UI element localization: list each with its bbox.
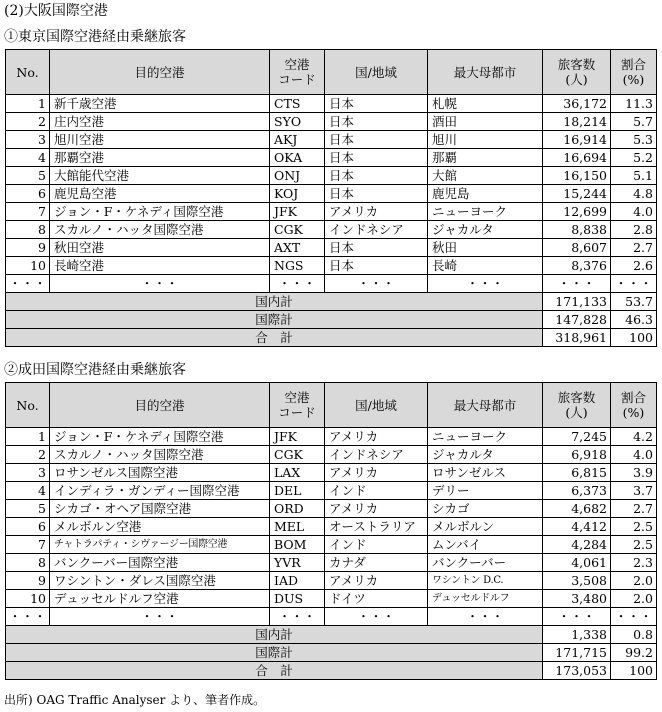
row-passengers: 3,480 xyxy=(543,590,611,608)
total-row xyxy=(6,662,657,680)
total-label: 国内計 xyxy=(6,293,543,311)
header-no: No. xyxy=(6,50,50,95)
total-share: 53.7 xyxy=(611,293,657,311)
row-code: ONJ xyxy=(270,167,325,185)
row-passengers: 6,918 xyxy=(543,446,611,464)
header-passengers-line1: 旅客数 xyxy=(557,390,596,405)
row-city: シカゴ xyxy=(428,500,543,518)
header-city: 最大母都市 xyxy=(428,383,543,428)
row-destination: 大館能代空港 xyxy=(50,167,270,185)
row-code: ORD xyxy=(270,500,325,518)
row-country: インド xyxy=(325,536,428,554)
header-passengers-line2: (人) xyxy=(565,72,588,87)
row-code: KOJ xyxy=(270,185,325,203)
row-destination: 旭川空港 xyxy=(50,131,270,149)
header-share-line2: (%) xyxy=(622,72,645,87)
row-no: 8 xyxy=(6,221,50,239)
ellipsis-cell: ・・・ xyxy=(428,608,543,626)
row-city: 秋田 xyxy=(428,239,543,257)
header-passengers xyxy=(543,50,611,95)
ellipsis-cell: ・・・ xyxy=(428,275,543,293)
row-code: LAX xyxy=(270,464,325,482)
row-destination: 鹿児島空港 xyxy=(50,185,270,203)
table-row xyxy=(6,131,657,149)
table-row xyxy=(6,500,657,518)
table2 xyxy=(5,382,657,680)
row-country: カナダ xyxy=(325,554,428,572)
header-country: 国/地域 xyxy=(325,50,428,95)
total-label: 合 計 xyxy=(6,662,543,680)
row-destination: ジョン・F・ケネディ国際空港 xyxy=(50,428,270,446)
table-row xyxy=(6,221,657,239)
row-no: 9 xyxy=(6,239,50,257)
row-share: 2.8 xyxy=(611,221,657,239)
table2-header-row xyxy=(6,383,657,428)
row-destination: ジョン・F・ケネディ国際空港 xyxy=(50,203,270,221)
row-country: 日本 xyxy=(325,257,428,275)
total-share: 0.8 xyxy=(611,626,657,644)
row-passengers: 4,682 xyxy=(543,500,611,518)
row-no: 6 xyxy=(6,518,50,536)
row-code: JFK xyxy=(270,203,325,221)
row-destination: 長崎空港 xyxy=(50,257,270,275)
row-no: 5 xyxy=(6,167,50,185)
row-share: 5.2 xyxy=(611,149,657,167)
header-share-line2: (%) xyxy=(622,405,645,420)
row-city: ワシントン D.C. xyxy=(428,572,543,590)
table-row xyxy=(6,257,657,275)
row-no: 3 xyxy=(6,464,50,482)
row-no: 9 xyxy=(6,572,50,590)
header-share xyxy=(611,383,657,428)
ellipsis-row xyxy=(6,275,657,293)
row-city: ロサンゼルス xyxy=(428,464,543,482)
row-passengers: 36,172 xyxy=(543,95,611,113)
row-share: 2.6 xyxy=(611,257,657,275)
total-label: 国際計 xyxy=(6,311,543,329)
table-row xyxy=(6,554,657,572)
row-share: 5.3 xyxy=(611,131,657,149)
row-no: 3 xyxy=(6,131,50,149)
total-row xyxy=(6,311,657,329)
row-country: インドネシア xyxy=(325,446,428,464)
row-country: インド xyxy=(325,482,428,500)
row-city: 長崎 xyxy=(428,257,543,275)
total-label: 合 計 xyxy=(6,329,543,347)
row-no: 5 xyxy=(6,500,50,518)
row-destination: メルボルン空港 xyxy=(50,518,270,536)
row-city: ジャカルタ xyxy=(428,446,543,464)
header-code xyxy=(270,50,325,95)
table-row xyxy=(6,95,657,113)
row-code: AKJ xyxy=(270,131,325,149)
total-row xyxy=(6,293,657,311)
table-row xyxy=(6,518,657,536)
row-passengers: 15,244 xyxy=(543,185,611,203)
row-code: SYO xyxy=(270,113,325,131)
row-passengers: 12,699 xyxy=(543,203,611,221)
row-passengers: 16,694 xyxy=(543,149,611,167)
total-row xyxy=(6,329,657,347)
total-share: 99.2 xyxy=(611,644,657,662)
row-passengers: 16,914 xyxy=(543,131,611,149)
row-passengers: 6,373 xyxy=(543,482,611,500)
row-passengers: 8,607 xyxy=(543,239,611,257)
row-code: NGS xyxy=(270,257,325,275)
row-destination: 那覇空港 xyxy=(50,149,270,167)
header-code-line2: コード xyxy=(278,405,316,420)
row-share: 2.3 xyxy=(611,554,657,572)
ellipsis-cell: ・・・ xyxy=(325,608,428,626)
table-row xyxy=(6,536,657,554)
row-city: 那覇 xyxy=(428,149,543,167)
ellipsis-cell: ・・・ xyxy=(270,608,325,626)
table-row xyxy=(6,482,657,500)
ellipsis-cell: ・・・ xyxy=(325,275,428,293)
row-code: DUS xyxy=(270,590,325,608)
row-country: 日本 xyxy=(325,149,428,167)
row-no: 4 xyxy=(6,482,50,500)
row-passengers: 4,412 xyxy=(543,518,611,536)
row-code: CGK xyxy=(270,221,325,239)
header-no: No. xyxy=(6,383,50,428)
row-code: BOM xyxy=(270,536,325,554)
total-passengers: 147,828 xyxy=(543,311,611,329)
row-share: 2.5 xyxy=(611,518,657,536)
row-destination: ロサンゼルス国際空港 xyxy=(50,464,270,482)
row-city: ジャカルタ xyxy=(428,221,543,239)
row-city: 鹿児島 xyxy=(428,185,543,203)
header-country: 国/地域 xyxy=(325,383,428,428)
row-destination: ワシントン・ダレス国際空港 xyxy=(50,572,270,590)
ellipsis-cell: ・・・ xyxy=(611,275,657,293)
row-code: JFK xyxy=(270,428,325,446)
total-share: 100 xyxy=(611,329,657,347)
row-code: IAD xyxy=(270,572,325,590)
row-share: 2.7 xyxy=(611,500,657,518)
row-city: バンクーバー xyxy=(428,554,543,572)
table1-header-row xyxy=(6,50,657,95)
row-share: 2.5 xyxy=(611,536,657,554)
header-destination: 目的空港 xyxy=(50,50,270,95)
total-row xyxy=(6,626,657,644)
header-city: 最大母都市 xyxy=(428,50,543,95)
table-row xyxy=(6,185,657,203)
row-passengers: 8,376 xyxy=(543,257,611,275)
table-row xyxy=(6,113,657,131)
ellipsis-cell: ・・・ xyxy=(611,608,657,626)
row-country: 日本 xyxy=(325,131,428,149)
header-passengers xyxy=(543,383,611,428)
row-country: アメリカ xyxy=(325,428,428,446)
row-no: 2 xyxy=(6,446,50,464)
row-destination: 庄内空港 xyxy=(50,113,270,131)
row-country: 日本 xyxy=(325,167,428,185)
header-code xyxy=(270,383,325,428)
row-no: 10 xyxy=(6,590,50,608)
total-passengers: 1,338 xyxy=(543,626,611,644)
row-passengers: 4,284 xyxy=(543,536,611,554)
row-country: アメリカ xyxy=(325,203,428,221)
total-passengers: 171,133 xyxy=(543,293,611,311)
total-row xyxy=(6,644,657,662)
header-passengers-line2: (人) xyxy=(565,405,588,420)
ellipsis-cell: ・・・ xyxy=(543,608,611,626)
total-passengers: 318,961 xyxy=(543,329,611,347)
row-no: 2 xyxy=(6,113,50,131)
row-destination: インディラ・ガンディー国際空港 xyxy=(50,482,270,500)
row-city: 大館 xyxy=(428,167,543,185)
row-share: 4.0 xyxy=(611,446,657,464)
row-country: アメリカ xyxy=(325,572,428,590)
row-share: 4.8 xyxy=(611,185,657,203)
row-city: 札幌 xyxy=(428,95,543,113)
row-passengers: 16,150 xyxy=(543,167,611,185)
row-country: オーストラリア xyxy=(325,518,428,536)
row-destination: シカゴ・オヘア国際空港 xyxy=(50,500,270,518)
row-no: 10 xyxy=(6,257,50,275)
row-no: 1 xyxy=(6,95,50,113)
row-share: 3.7 xyxy=(611,482,657,500)
header-destination: 目的空港 xyxy=(50,383,270,428)
ellipsis-cell: ・・・ xyxy=(50,608,270,626)
row-country: 日本 xyxy=(325,95,428,113)
table-row xyxy=(6,572,657,590)
total-passengers: 171,715 xyxy=(543,644,611,662)
row-country: ドイツ xyxy=(325,590,428,608)
row-destination: チャトラパティ・シヴァージー国際空港 xyxy=(50,536,270,554)
row-share: 4.2 xyxy=(611,428,657,446)
row-share: 11.3 xyxy=(611,95,657,113)
row-city: 酒田 xyxy=(428,113,543,131)
header-code-line2: コード xyxy=(278,72,316,87)
table1-title: ①東京国際空港経由乗継旅客 xyxy=(4,29,186,45)
total-label: 国内計 xyxy=(6,626,543,644)
row-destination: スカルノ・ハッタ国際空港 xyxy=(50,221,270,239)
row-city: メルボルン xyxy=(428,518,543,536)
row-code: OKA xyxy=(270,149,325,167)
row-share: 2.0 xyxy=(611,590,657,608)
row-share: 2.0 xyxy=(611,572,657,590)
ellipsis-cell: ・・・ xyxy=(6,275,50,293)
row-country: 日本 xyxy=(325,185,428,203)
ellipsis-cell: ・・・ xyxy=(270,275,325,293)
row-code: CTS xyxy=(270,95,325,113)
row-destination: 新千歳空港 xyxy=(50,95,270,113)
row-passengers: 18,214 xyxy=(543,113,611,131)
header-code-line1: 空港 xyxy=(284,390,310,405)
header-share xyxy=(611,50,657,95)
header-share-line1: 割合 xyxy=(620,390,646,405)
table-row xyxy=(6,464,657,482)
ellipsis-cell: ・・・ xyxy=(50,275,270,293)
table-row xyxy=(6,167,657,185)
row-country: アメリカ xyxy=(325,464,428,482)
row-code: YVR xyxy=(270,554,325,572)
table2-title: ②成田国際空港経由乗継旅客 xyxy=(4,362,186,378)
row-code: DEL xyxy=(270,482,325,500)
row-city: ニューヨーク xyxy=(428,203,543,221)
row-city: ムンバイ xyxy=(428,536,543,554)
table-row xyxy=(6,428,657,446)
section-title: (2)大阪国際空港 xyxy=(4,3,108,19)
row-share: 5.1 xyxy=(611,167,657,185)
row-city: ニューヨーク xyxy=(428,428,543,446)
row-share: 5.7 xyxy=(611,113,657,131)
row-passengers: 7,245 xyxy=(543,428,611,446)
table-row xyxy=(6,149,657,167)
row-no: 1 xyxy=(6,428,50,446)
row-no: 7 xyxy=(6,536,50,554)
table-row xyxy=(6,203,657,221)
row-passengers: 6,815 xyxy=(543,464,611,482)
table-row xyxy=(6,590,657,608)
row-destination: 秋田空港 xyxy=(50,239,270,257)
row-city: デリー xyxy=(428,482,543,500)
table-row xyxy=(6,446,657,464)
row-no: 4 xyxy=(6,149,50,167)
row-no: 7 xyxy=(6,203,50,221)
row-share: 3.9 xyxy=(611,464,657,482)
total-label: 国際計 xyxy=(6,644,543,662)
header-share-line1: 割合 xyxy=(620,57,646,72)
row-no: 8 xyxy=(6,554,50,572)
row-destination: バンクーバー国際空港 xyxy=(50,554,270,572)
row-code: MEL xyxy=(270,518,325,536)
row-no: 6 xyxy=(6,185,50,203)
row-passengers: 3,508 xyxy=(543,572,611,590)
table1 xyxy=(5,49,657,347)
row-passengers: 4,061 xyxy=(543,554,611,572)
row-destination: デュッセルドルフ空港 xyxy=(50,590,270,608)
row-share: 2.7 xyxy=(611,239,657,257)
row-country: 日本 xyxy=(325,239,428,257)
ellipsis-cell: ・・・ xyxy=(6,608,50,626)
row-passengers: 8,838 xyxy=(543,221,611,239)
row-country: インドネシア xyxy=(325,221,428,239)
header-passengers-line1: 旅客数 xyxy=(557,57,596,72)
row-destination: スカルノ・ハッタ国際空港 xyxy=(50,446,270,464)
row-share: 4.0 xyxy=(611,203,657,221)
row-country: 日本 xyxy=(325,113,428,131)
footnote: 出所) OAG Traffic Analyser より、筆者作成。 xyxy=(4,693,266,707)
table-row xyxy=(6,239,657,257)
row-country: アメリカ xyxy=(325,500,428,518)
ellipsis-cell: ・・・ xyxy=(543,275,611,293)
total-share: 100 xyxy=(611,662,657,680)
ellipsis-row xyxy=(6,608,657,626)
row-city: 旭川 xyxy=(428,131,543,149)
row-city: デュッセルドルフ xyxy=(428,590,543,608)
row-code: AXT xyxy=(270,239,325,257)
total-share: 46.3 xyxy=(611,311,657,329)
row-code: CGK xyxy=(270,446,325,464)
total-passengers: 173,053 xyxy=(543,662,611,680)
header-code-line1: 空港 xyxy=(284,57,310,72)
